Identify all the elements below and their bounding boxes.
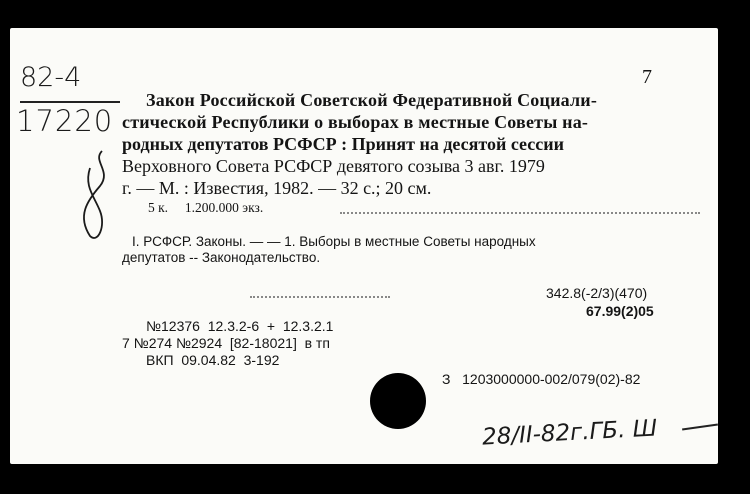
page-number: 7 (642, 66, 652, 88)
title-line-2: стической Республики о выборах в местные Советы на- (122, 112, 589, 132)
call-number-underline (20, 101, 120, 103)
publisher-code-line: З 1203000000-002/079(02)-82 (442, 371, 641, 387)
classification-code-2: 67.99(2)05 (586, 303, 654, 319)
title-line-3: родных депутатов РСФСР : Принят на десятой сессии (122, 134, 564, 154)
dotted-separator (340, 212, 700, 214)
price-and-print-run: 5 к. 1.200.000 экз. (148, 200, 264, 215)
dotted-separator-2 (250, 296, 390, 298)
subject-headings-line-2: депутатов -- Законодательство. (122, 250, 321, 265)
handwritten-date-note: 28/II-82г.ГБ. Ш (481, 415, 658, 451)
handwritten-call-number-2: 17220 (16, 104, 114, 138)
record-line-2: 7 №274 №2924 [82-18021] в тп (122, 335, 330, 351)
record-line-1: №12376 12.3.2-6 + 12.3.2.1 (146, 318, 334, 334)
record-line-3: ВКП 09.04.82 3-192 (146, 352, 280, 368)
classification-code-1: 342.8(-2/3)(470) (546, 285, 648, 301)
title-line-4: Верховного Совета РСФСР девятого созыва 3 авг. 1979 (122, 156, 545, 176)
handwritten-mark-icon (72, 146, 122, 246)
handwritten-call-number-1: 82-4 (20, 62, 82, 93)
title-line-1: Закон Российской Советской Федеративной Социали- (146, 90, 598, 110)
subject-headings-line-1: I. РСФСР. Законы. — — 1. Выборы в местные Советы народных (132, 234, 536, 249)
title-line-5: г. — М. : Известия, 1982. — 32 с.; 20 см. (122, 178, 432, 198)
handwritten-dash (682, 424, 718, 431)
catalog-card (10, 28, 718, 464)
punch-hole (370, 373, 426, 429)
